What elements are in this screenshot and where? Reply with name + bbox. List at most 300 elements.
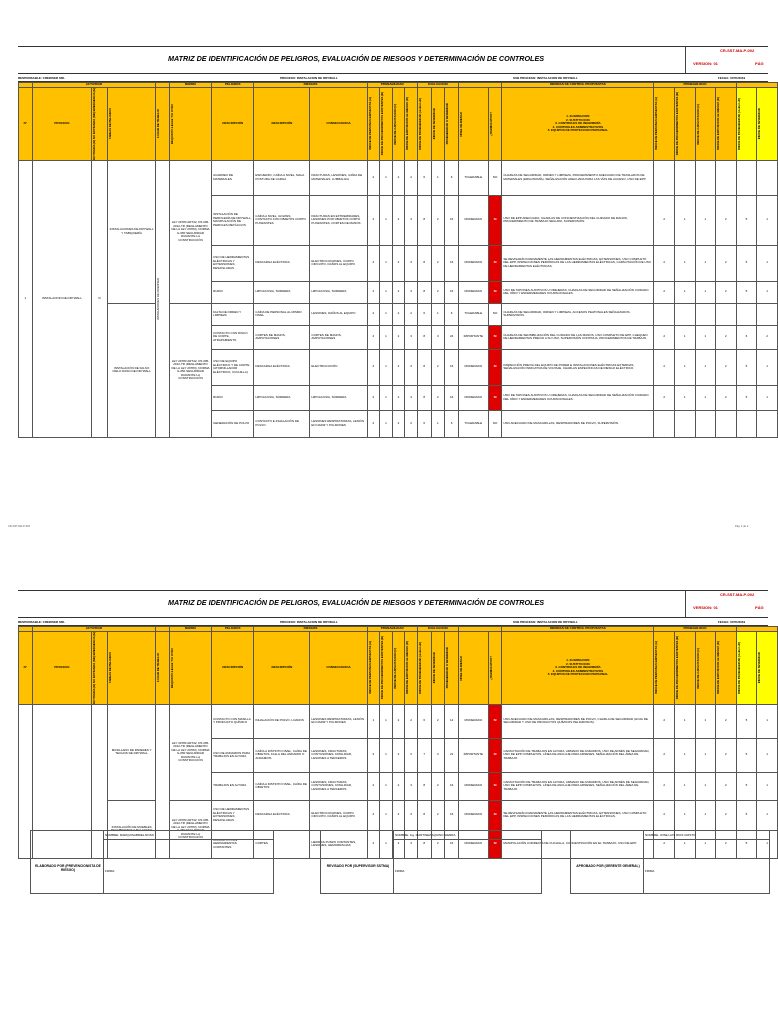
document-page-label: PÁG: [755, 605, 764, 610]
row-index-c: 2: [392, 325, 405, 349]
col-ind-cap: [392, 632, 405, 705]
row-num: 1: [19, 160, 33, 437]
row-residual-p2: 6: [736, 325, 757, 349]
row-residual-p2: 5: [736, 385, 757, 410]
proceso-label: PROCESO: INSTALACION DE DRYWALL: [280, 619, 338, 624]
row-index-p: 8: [417, 245, 431, 281]
col-tareas: [108, 88, 156, 161]
col-ind-sev-2: [757, 632, 778, 705]
row-significativo: SI: [488, 281, 502, 303]
row-significativo: NO: [488, 410, 502, 437]
col-ind-cap-2: [695, 632, 716, 705]
row-residual-s2: 1: [757, 349, 778, 385]
row-residual-c2: [695, 410, 716, 437]
group-header: ACTIVIDAD: [32, 83, 155, 88]
row-index-ps: 6: [445, 160, 459, 195]
col-ind-personas-2-text: INDICE DE PERSONAS EXPUESTAS (A): [654, 641, 659, 695]
row-peligro: GENERACIÓN DE POLVO: [212, 410, 254, 437]
col-ind-exp-text: INDICE DE EXPOSICION AL RIESGO (D): [405, 641, 410, 695]
row-index-b: 1: [380, 245, 393, 281]
row-nivel: TOLERABLE: [458, 160, 488, 195]
col-ind-personas-text: INDICE DE PERSONAS EXPUESTAS (A): [367, 641, 372, 695]
col-ind-cap-2: [695, 88, 716, 161]
row-residual-s2: [757, 410, 778, 437]
row-residual-a2: 2: [654, 830, 675, 858]
row-residual-p2: 5: [736, 772, 757, 800]
row-residual-p2: 5: [736, 800, 757, 830]
row-index-s: 2: [431, 385, 445, 410]
row-medida: USO ADECUADO DE MASCARILLAS, RESPIRADORES DE POLVO, SUPERVISIÓN.: [502, 410, 654, 437]
row-index-b: 1: [380, 325, 393, 349]
risk-matrix-table: [18, 626, 778, 859]
group-header: NORMA: [169, 83, 211, 88]
row-residual-a2: 2: [654, 385, 675, 410]
document-header: [18, 590, 768, 617]
col-medidas: [502, 632, 654, 705]
col-ind-personas-2: [654, 632, 675, 705]
row-residual-p2: [736, 410, 757, 437]
row-residual-d2: 2: [716, 281, 737, 303]
row-index-p: 6: [417, 704, 431, 738]
col-prob-sev: [445, 632, 459, 705]
row-index-a: 2: [367, 303, 380, 325]
row-residual-s2: 1: [757, 704, 778, 738]
row-medida: INSPECCIÓN PREVIA DEL EQUIPO DE PODER E INSTALACIONES ELÉCTRICAS EXTERNAS, SEÑALIZACIÓN INDICATIVA DE VOLTAJE, CHARLAS ESPECÍFICAS DE RIESGO ELÉCTRICO.: [502, 349, 654, 385]
row-residual-b2: [674, 410, 695, 437]
signer-name: NOMBRE: MARQUISABRIEL ROSO: [105, 833, 155, 837]
col-ind-cap-text: INDICE DE CAPACITACION (C): [392, 103, 397, 145]
row-residual-b2: [674, 160, 695, 195]
row-index-ps: 21: [445, 738, 459, 772]
row-index-p: 6: [417, 410, 431, 437]
row-residual-s2: 1: [757, 772, 778, 800]
row-index-ps: 16: [445, 800, 459, 830]
row-index-a: 2: [367, 800, 380, 830]
row-index-ps: 16: [445, 281, 459, 303]
row-peligro: CONTACTO CON MASILLA Y PRODUCTO QUÍMICO: [212, 704, 254, 738]
row-index-b: 1: [380, 410, 393, 437]
row-index-ps: 12: [445, 704, 459, 738]
row-significativo: SI: [488, 800, 502, 830]
matrix-page-2: [18, 590, 768, 910]
row-significativo: SI: [488, 349, 502, 385]
row-residual-c2: 1: [695, 385, 716, 410]
row-medida: CAPACITACIÓN DE TRABAJOS EN ALTURA, ARMADO DE ANDAMIOS, USO DE ARNÉS DE SEGURIDAD, USO DE EPP COMPLETOS, LÍNEA DE ANCLAJE PARA ARNESES, SEÑALIZACIÓN DEL ÁREA DE TRABAJO.: [502, 738, 654, 772]
row-index-c: 2: [392, 385, 405, 410]
row-residual-b2: 1: [674, 385, 695, 410]
row-index-d: 3: [405, 245, 418, 281]
row-index-b: 1: [380, 830, 393, 858]
row-consecuencia: LESIONES RESPIRATORIAS, LESIÓN EN NARIZ Y PULMONES: [310, 704, 367, 738]
row-index-a: 2: [367, 195, 380, 245]
row-peligro: USO DE ANDAMIOS PARA TRABAJOS EN ALTURA: [212, 738, 254, 772]
row-medida: USO ADECUADO DE MASCARILLAS, RESPIRADORES DE POLVO, CHARLA DE SEGURIDAD (HOJA DE SEGURIDAD Y USO DE PRODUCTOS QUÍMICOS PELIGROSOS).: [502, 704, 654, 738]
col-tareas-text: TAREAS DE PELIGROS: [108, 652, 113, 684]
row-index-ps: 6: [445, 410, 459, 437]
signer-role: ELABORADO POR (PREVENCIONISTA DE RIESGO): [35, 864, 101, 872]
col-ind-proc: [380, 632, 393, 705]
col-peligro-desc: DESCRIPCIÓN: [212, 88, 254, 161]
row-significativo: SI: [488, 245, 502, 281]
document-title: MATRIZ DE IDENTIFICACIÓN DE PELIGROS, EVALUACIÓN DE RIESGOS Y DETERMINACIÓN DE CONTROLES: [168, 598, 545, 607]
row-index-c: 2: [392, 349, 405, 385]
row-index-d: 2: [405, 410, 418, 437]
col-ind-proc-2: [674, 632, 695, 705]
col-ind-personas-2-text: INDICE DE PERSONAS EXPUESTAS (A): [654, 97, 659, 151]
row-consecuencia: CORTES DE MANOS, AMPUTACIONES: [310, 325, 367, 349]
table-body: [19, 160, 778, 437]
row-residual-s2: 1: [757, 738, 778, 772]
col-significativo: [488, 88, 502, 161]
row-residual-b2: 1: [674, 704, 695, 738]
row-riesgo: CORTES: [254, 830, 310, 858]
row-residual-p2: 5: [736, 281, 757, 303]
col-ind-exp-2-text: INDICE DE EXPOSICION AL RIESGO (D): [716, 97, 721, 151]
col-ind-personas: [367, 632, 380, 705]
col-nivel-text: NIVEL DE RIESGO: [458, 655, 463, 681]
row-residual-d2: 2: [716, 195, 737, 245]
signature-field: FIRMA: [645, 869, 655, 873]
row-index-ps: 6: [445, 303, 459, 325]
row-medida: MANIPULACIÓN CORRECTA DE CUCHILLA, CONCENTRACIÓN EN EL TRABAJO, USO DE EPP.: [502, 830, 654, 858]
medida-step: 5. EQUIPOS DE PROTECCION PERSONAL: [547, 672, 609, 677]
col-lugar: [156, 88, 170, 161]
row-index-d: 3: [405, 281, 418, 303]
row-residual-b2: 1: [674, 245, 695, 281]
medida-step: 3. CONTROLES DE INGENIERÍA: [555, 121, 601, 126]
row-index-c: 2: [392, 281, 405, 303]
col-significativo-text: ¿SIGNIFICATIVO?: [488, 655, 493, 680]
col-ind-proc-2-text: INDICE DE PROCEDIMIENTOS EXISTENTES (B): [674, 636, 679, 700]
row-nivel: IMPORTANTE: [458, 325, 488, 349]
col-ind-cap-2-text: INDICE DE CAPACITACION (C): [695, 103, 700, 145]
responsable-label: RESPONSABLE: CREDISER SRL: [18, 75, 66, 80]
row-medida: SE REVISARÁN DIARIAMENTE LAS HERRAMIENTAS ELÉCTRICAS, EXTENSIONES, USO COMPLETO DEL EPP, INSPECCIONES PERIÓDICAS DE LAS HERRAMIENTAS ELÉCTRICAS.: [502, 800, 654, 830]
row-residual-b2: 1: [674, 800, 695, 830]
col-ind-sev: [431, 88, 445, 161]
col-ind-sev-2: [757, 88, 778, 161]
row-index-c: 2: [392, 830, 405, 858]
row-residual-s2: 1: [757, 245, 778, 281]
row-index-s: 2: [431, 772, 445, 800]
col-ind-cap-text: INDICE DE CAPACITACION (C): [392, 647, 397, 689]
col-rutinaria: [92, 88, 108, 161]
row-requisito: LEY 29783 ART42, DS 005-2012-TR (REGLAMENTO DE LA LEY 29783), NORMA G-050 SEGURIDAD DURANTE LA CONSTRUCCIÓN: [169, 704, 211, 800]
row-tarea: INSTALACIÓN DE FALSO CIELO RASO DE DRYWALL: [108, 303, 156, 437]
col-ind-cap-2-text: INDICE DE CAPACITACION (C): [695, 647, 700, 689]
document-version: VERSION: 01: [693, 605, 718, 610]
row-index-p: 8: [417, 281, 431, 303]
row-residual-d2: 2: [716, 830, 737, 858]
col-peligro-desc: DESCRIPCIÓN: [212, 632, 254, 705]
row-riesgo: CORTES DE MANOS, AMPUTACIONES: [254, 325, 310, 349]
row-peligro: FALTA DE ORDEN Y LIMPIEZA: [212, 303, 254, 325]
col-medidas: [502, 88, 654, 161]
row-tarea: INSTALACIÓN DE MUEBLES RECUBIERTOS Y BALCONES: [108, 800, 156, 858]
row-index-p: 8: [417, 195, 431, 245]
row-lugar: [156, 160, 170, 437]
row-index-d: 3: [405, 385, 418, 410]
document-header: [18, 46, 768, 73]
row-residual-d2: 2: [716, 800, 737, 830]
row-index-ps: 24: [445, 325, 459, 349]
col-requisito-text: REQUISITO LEGAL Y/O OTRO: [169, 103, 174, 144]
row-residual-b2: [674, 303, 695, 325]
row-peligro: INSTALACIÓN DE PERFILERÍA DE DRYWALL, MANIPULACIÓN DE PERFILES METÁLICOS: [212, 195, 254, 245]
row-index-a: 2: [367, 830, 380, 858]
row-index-s: 2: [431, 195, 445, 245]
col-riesgo-desc: DESCRIPCIÓN: [254, 88, 310, 161]
col-ind-personas: [367, 88, 380, 161]
row-residual-p2: 5: [736, 195, 757, 245]
row-riesgo: HIPOACUSIA, SORDERA: [254, 385, 310, 410]
col-ind-prob-text: INDICE DE PROBABILIDAD (A+B+C+D): [417, 97, 422, 150]
signature-block: [30, 830, 768, 892]
col-ind-proc-text: INDICE DE PROCEDIMIENTOS EXISTENTES (B): [380, 92, 385, 156]
group-header: PELIGROS: [212, 627, 254, 632]
signer-name: NOMBRE: Ing. MARTINEZ AQUINO SIERRA: [395, 833, 456, 837]
col-ind-sev-text: INDICE DE SEVERIDAD: [431, 108, 436, 140]
group-header: MEDIDAS DE CONTROL PROPUESTAS: [502, 627, 654, 632]
group-header: NORMA: [169, 627, 211, 632]
row-index-b: 1: [380, 349, 393, 385]
row-significativo: SI: [488, 772, 502, 800]
row-index-s: 1: [431, 303, 445, 325]
row-index-c: 2: [392, 772, 405, 800]
signer-role: APROBADO POR (GERENTE GENERAL): [576, 864, 640, 868]
row-riesgo: DESCARGA ELÉCTRICA: [254, 349, 310, 385]
row-residual-p2: 5: [736, 349, 757, 385]
col-ind-proc-text: INDICE DE PROCEDIMIENTOS EXISTENTES (B): [380, 636, 385, 700]
group-header: EVALUACION: [417, 627, 458, 632]
row-index-s: 2: [431, 830, 445, 858]
row-residual-a2: 2: [654, 800, 675, 830]
group-header: PROBABILIDAD: [367, 83, 417, 88]
row-nivel: MODERADO: [458, 349, 488, 385]
row-index-b: 1: [380, 160, 393, 195]
responsable-row: [18, 617, 768, 626]
row-consecuencia: LESIONES, FRACTURAS, CONTUSIONES, FATALIDAD, LESIONES A TERCEROS: [310, 772, 367, 800]
row-residual-p2: [736, 160, 757, 195]
row-index-d: 3: [405, 800, 418, 830]
col-ind-sev-text: INDICE DE SEVERIDAD: [431, 652, 436, 684]
row-residual-a2: 2: [654, 704, 675, 738]
row-lugar-text: INSTALACIONES DE CREDISER: [156, 277, 161, 320]
col-ind-prob: [417, 632, 431, 705]
row-index-d: 2: [405, 704, 418, 738]
row-index-ps: 16: [445, 195, 459, 245]
row-significativo: SI: [488, 704, 502, 738]
row-consecuencia: FRACTURAS EN EXTREMIDADES, LESIONES POR OBJETOS CORTO PUNZANTES, CORTES DE MANOS: [310, 195, 367, 245]
row-index-ps: 16: [445, 830, 459, 858]
row-residual-c2: 1: [695, 830, 716, 858]
row-index-s: 2: [431, 800, 445, 830]
row-index-b: 1: [380, 800, 393, 830]
row-residual-s2: 1: [757, 800, 778, 830]
medida-step: 2. SUSTITUCION: [566, 661, 590, 666]
row-residual-d2: [716, 303, 737, 325]
row-medida: USO DE EPP ADECUADO, CHARLAS DE CONCIENTIZACIÓN DEL CUIDADO DE MANOS, PROCEDIMIENTO DE TRABAJO SEGURO, SUPERVISIÓN.: [502, 195, 654, 245]
row-riesgo: ESFUERZO, CAÍDA A NIVEL, MALA POSTURA DE CARGA: [254, 160, 310, 195]
row-residual-b2: 1: [674, 349, 695, 385]
row-residual-p2: [736, 303, 757, 325]
col-significativo-text: ¿SIGNIFICATIVO?: [488, 111, 493, 136]
col-rutinaria-text: RUTINARIA (R) NO RUTINARIA (NR) EMERGENCIA (E): [92, 632, 97, 704]
table-header: [19, 627, 778, 705]
row-riesgo: CAÍDA A NIVEL, GOLPES, CONTACTO CON OBJETOS CORTO PUNZANTES: [254, 195, 310, 245]
col-ind-exp-2: [716, 632, 737, 705]
row-residual-d2: 2: [716, 772, 737, 800]
col-lugar-text: LUGAR DE TRABAJO: [156, 653, 161, 683]
row-medida: CHARLAS DE SENSIBILIZACIÓN DEL CUIDADO DE LAS MANOS, USO COMPLETO DE EPP, CHEQUEO DE HERRAMIENTAS PREVIO A SU USO, SUPERVISIÓN CONTINUA, PROCEDIMIENTOS DE TRABAJO.: [502, 325, 654, 349]
col-num: N°: [19, 88, 33, 161]
row-requisito: LEY 29783 ART42, DS 005-2012-TR (REGLAMENTO DE LA LEY 29783), NORMA G-050 SEGURIDAD DURANTE LA CONSTRUCCIÓN: [169, 160, 211, 303]
row-residual-a2: [654, 410, 675, 437]
fecha-label: FECHA: 07/01/2019: [718, 619, 746, 624]
row-residual-d2: 2: [716, 245, 737, 281]
col-significativo: [488, 632, 502, 705]
col-ind-sev-2-text: INDICE DE SEVERIDAD: [757, 652, 762, 684]
row-index-d: 2: [405, 738, 418, 772]
row-nivel: MODERADO: [458, 385, 488, 410]
row-index-d: 3: [405, 349, 418, 385]
row-residual-p2: 5: [736, 830, 757, 858]
col-ind-sev: [431, 632, 445, 705]
row-residual-d2: [716, 160, 737, 195]
col-ind-exp: [405, 632, 418, 705]
signer-name: NOMBRE: JOSE LUIS RIOS CRISTO: [645, 833, 696, 837]
group-header: MEDIDAS DE CONTROL PROPUESTAS: [502, 83, 654, 88]
row-riesgo: CAÍDA DE PERSONAL AL MISMO NIVEL: [254, 303, 310, 325]
col-ind-exp-2: [716, 88, 737, 161]
col-proceso: PROCESO: [32, 632, 91, 705]
row-consecuencia: HERIDAS PUNZO CORTANTES, LESIONES, HEMORRAGIAS: [310, 830, 367, 858]
row-index-c: 2: [392, 410, 405, 437]
group-header: EVALUACION: [417, 83, 458, 88]
row-residual-b2: 1: [674, 830, 695, 858]
row-index-s: 3: [431, 738, 445, 772]
row-residual-s2: 1: [757, 281, 778, 303]
col-lugar: [156, 632, 170, 705]
row-residual-c2: 1: [695, 800, 716, 830]
row-consecuencia: FRACTURAS, LESIONES, CAÍDA DE MATERIALES, LUMBALGIA: [310, 160, 367, 195]
row-residual-c2: 1: [695, 325, 716, 349]
proceso-label: PROCESO: INSTALACION DE DRYWALL: [280, 75, 338, 80]
row-index-s: 1: [431, 160, 445, 195]
row-peligro: USO DE HERRAMIENTAS ELÉCTRICAS Y EXTENSIONES DESAISLADAS: [212, 245, 254, 281]
row-index-c: 2: [392, 704, 405, 738]
col-ind-personas-2: [654, 88, 675, 161]
row-residual-s2: 1: [757, 195, 778, 245]
col-ind-proc-2-text: INDICE DE PROCEDIMIENTOS EXISTENTES (B): [674, 92, 679, 156]
group-header: PELIGROS: [212, 83, 254, 88]
row-residual-c2: 1: [695, 349, 716, 385]
row-index-b: 1: [380, 281, 393, 303]
row-significativo: SI: [488, 830, 502, 858]
row-residual-a2: 2: [654, 245, 675, 281]
row-consecuencia: ELECTROCUCIONES, CORTO CIRCUITO, DAÑOS AL EQUIPO: [310, 245, 367, 281]
row-medida: SE REVISARÁN DIARIAMENTE LAS HERRAMIENTAS ELÉCTRICAS, EXTENSIONES, USO COMPLETO DEL EPP, INSPECCIONES PERIÓDICAS DE LAS HERRAMIENTAS ELÉCTRICAS, CAPACITACIÓN DE USO DE HERRAMIENTAS ELÉCTRICAS.: [502, 245, 654, 281]
row-index-p: 7: [417, 738, 431, 772]
row-index-a: 2: [367, 738, 380, 772]
col-ind-exp-2-text: INDICE DE EXPOSICION AL RIESGO (D): [716, 641, 721, 695]
row-peligro: TRABAJOS EN ALTURA: [212, 772, 254, 800]
col-ind-prob-2: [736, 88, 757, 161]
signature-field: FIRMA: [395, 869, 405, 873]
footer-page: Pág. 1 de 2: [735, 525, 749, 528]
col-lugar-text: LUGAR DE TRABAJO: [156, 109, 161, 139]
row-index-ps: 16: [445, 245, 459, 281]
row-nivel: MODERADO: [458, 830, 488, 858]
responsable-label: RESPONSABLE: CREDISER SRL: [18, 619, 66, 624]
group-header: PROBABILIDAD: [654, 627, 736, 632]
risk-matrix-table: [18, 82, 778, 438]
col-riesgo-desc: DESCRIPCIÓN: [254, 632, 310, 705]
signer-role: REVISADO POR (SUPERVISOR SSTMA): [326, 864, 390, 868]
group-header: RIESGOS: [254, 627, 367, 632]
row-index-p: 6: [417, 160, 431, 195]
row-index-a: 2: [367, 245, 380, 281]
row-medida: USO DE TAPONES AUDITIVOS U OREJERAS, CHARLAS DE SEGURIDAD DE SEÑALIZACIÓN CUIDADO DEL OÍDO Y ENFERMEDADES OCUPACIONALES.: [502, 281, 654, 303]
medida-step: 1. ELIMINACION: [566, 657, 590, 662]
row-index-s: 3: [431, 325, 445, 349]
row-residual-c2: 1: [695, 738, 716, 772]
row-residual-a2: [654, 303, 675, 325]
col-prob-sev: [445, 88, 459, 161]
row-requisito: LEY 29783 ART42, DS 005-2012-TR (REGLAMENTO DE LA LEY 29783), NORMA G-050 SEGURIDAD DURANTE LA CONSTRUCCIÓN: [169, 800, 211, 858]
row-index-p: 8: [417, 830, 431, 858]
row-index-s: 1: [431, 410, 445, 437]
group-header: PROBABILIDAD: [654, 83, 736, 88]
row-medida: USO DE TAPONES AUDITIVOS U OREJERAS, CHARLAS DE SEGURIDAD DE SEÑALIZACIÓN CUIDADO DEL OÍDO Y ENFERMEDADES OCUPACIONALES.: [502, 385, 654, 410]
document-title: MATRIZ DE IDENTIFICACIÓN DE PELIGROS, EVALUACIÓN DE RIESGOS Y DETERMINACIÓN DE CONTROLES: [168, 54, 545, 63]
row-residual-d2: 2: [716, 349, 737, 385]
row-tarea: MASILLADO DE PAREDES Y TECHOS DE DRYWALL: [108, 704, 156, 800]
subproceso-label: SUB PROCESO: INSTALACION DE DRYWALL: [513, 75, 578, 80]
table-row: [19, 704, 778, 738]
medida-step: 4. CONTROLES ADMINISTRATIVOS: [552, 668, 604, 673]
row-riesgo: CONTACTO E INHALACIÓN DE POLVO: [254, 410, 310, 437]
row-index-b: 1: [380, 385, 393, 410]
row-residual-c2: 1: [695, 281, 716, 303]
row-peligro: CONTACTO CON DISCO DE CORTE, ATRAPAMIENTO: [212, 325, 254, 349]
row-significativo: NO: [488, 303, 502, 325]
col-consecuencia: CONSECUENCIA: [310, 88, 367, 161]
col-prob-sev-text: PROBABILIDAD X SEVERIDAD: [445, 647, 450, 689]
col-requisito: [169, 632, 211, 705]
col-nivel: [458, 632, 488, 705]
row-index-a: 2: [367, 281, 380, 303]
row-index-b: 1: [380, 303, 393, 325]
row-index-c: 2: [392, 195, 405, 245]
col-ind-proc-2: [674, 88, 695, 161]
row-residual-a2: 2: [654, 281, 675, 303]
row-riesgo: CAÍDA A DISTINTO NIVEL, CAÍDA DE OBJETOS: [254, 772, 310, 800]
row-requisito: LEY 29783 ART42, DS 005-2012-TR (REGLAMENTO DE LA LEY 29783), NORMA G-050 SEGURIDAD DURANTE LA CONSTRUCCIÓN: [169, 303, 211, 437]
row-index-d: 2: [405, 303, 418, 325]
row-riesgo: CAÍDA A DISTINTO NIVEL, CAÍDA DE OBJETOS, FALLA DEL ANDAMIO O ANDAMIOS: [254, 738, 310, 772]
row-index-d: 3: [405, 195, 418, 245]
row-significativo: SI: [488, 738, 502, 772]
row-index-d: 3: [405, 830, 418, 858]
row-index-b: 1: [380, 772, 393, 800]
row-index-p: 8: [417, 772, 431, 800]
row-index-b: 1: [380, 738, 393, 772]
signature-box-aprobado: [570, 830, 770, 894]
row-residual-d2: 2: [716, 738, 737, 772]
row-rutinaria: R: [92, 160, 108, 437]
row-index-c: 2: [392, 245, 405, 281]
